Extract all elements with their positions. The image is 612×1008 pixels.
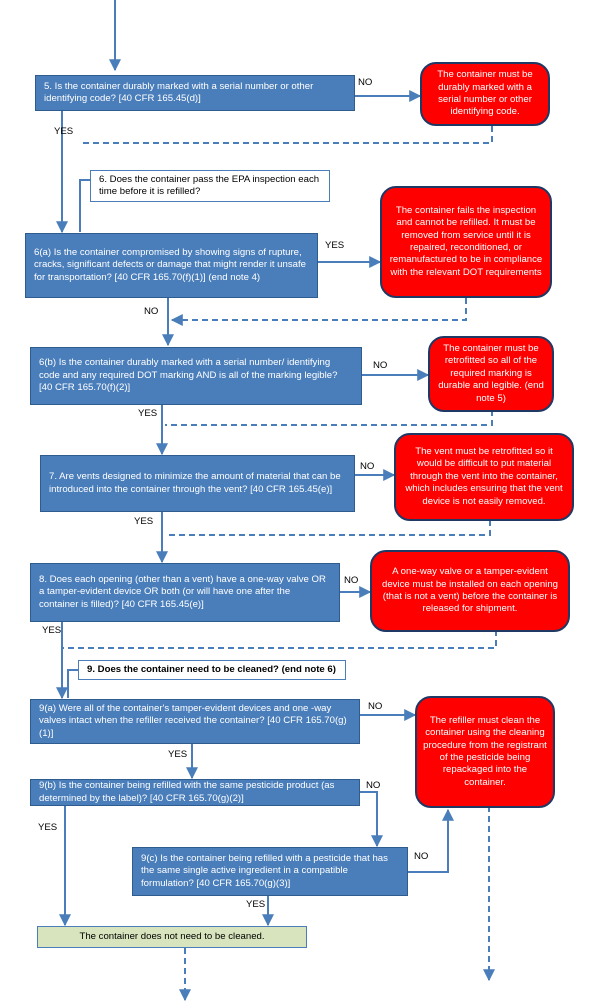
connector: [68, 670, 78, 698]
connector: [165, 410, 492, 425]
question-6b-box: 6(b) Is the container durably marked with a serial number/ identifying code and any required DOT marking AND is all of the marking legible? [40 CFR 165.70(f)(2)]: [30, 347, 362, 405]
connector: [80, 180, 90, 232]
label-no-6a: NO: [144, 306, 159, 317]
action-6b-box: The container must be retrofitted so all of the required marking is durable and legible. (end note 5): [428, 336, 554, 412]
question-9c-box: 9(c) Is the container being refilled with a pesticide that has the same single active ingredient in a compatible formulation? [40 CFR 165.70(g)(3)]: [132, 847, 408, 896]
label-yes-9c: YES: [246, 899, 266, 910]
label-yes-9b: YES: [38, 822, 58, 833]
label-no-8: NO: [344, 575, 359, 586]
connector: [172, 298, 466, 320]
connector: [80, 126, 492, 143]
label-yes-7: YES: [134, 516, 154, 527]
label-yes-6b: YES: [138, 408, 158, 419]
label-no-7: NO: [360, 461, 375, 472]
question-6a-box: 6(a) Is the container compromised by showing signs of rupture, cracks, significant defects or damage that might render it unsafe for transportation? [40 CFR 165.70(f)(1)] (end note 4): [25, 233, 318, 298]
label-no-5: NO: [358, 77, 373, 88]
question-6-box: 6. Does the container pass the EPA inspection each time before it is refilled?: [90, 170, 330, 202]
question-5-box: 5. Is the container durably marked with a serial number or other identifying code? [40 CFR 165.45(d)]: [35, 75, 355, 111]
label-no-9c: NO: [414, 851, 429, 862]
label-yes-8: YES: [42, 625, 62, 636]
connector: [360, 792, 377, 846]
action-7-box: The vent must be retrofitted so it would be difficult to put material through the vent into the container, which includes ensuring that the vent device is not easily removed.: [394, 433, 574, 521]
question-9a-box: 9(a) Were all of the container's tamper-evident devices and one -way valves intact when the refiller received the container? [40 CFR 165.70(g)(1)]: [30, 699, 360, 744]
action-9-box: The refiller must clean the container using the cleaning procedure from the registrant of the pesticide being repackaged into the container.: [415, 696, 555, 808]
connector: [408, 810, 448, 872]
label-yes-9a: YES: [168, 749, 188, 760]
connector: [62, 630, 496, 648]
label-no-9a: NO: [368, 701, 383, 712]
connector: [165, 520, 490, 535]
question-9b-box: 9(b) Is the container being refilled with the same pesticide product (as determined by the label)? [40 CFR 165.70(g)(2)]: [30, 779, 360, 806]
no-cleaning-box: The container does not need to be cleaned.: [37, 926, 307, 948]
label-yes-5: YES: [54, 126, 74, 137]
action-5-box: The container must be durably marked with a serial number or other identifying code.: [420, 62, 550, 126]
label-yes-6a: YES: [325, 240, 345, 251]
question-9-box: 9. Does the container need to be cleaned? (end note 6): [78, 660, 346, 680]
action-8-box: A one-way valve or a tamper-evident device must be installed on each opening (that is not a vent) before the container is released for shipment.: [370, 550, 570, 632]
action-6a-box: The container fails the inspection and cannot be refilled. It must be removed from service until it is repaired, reconditioned, or remanufactured to be in compliance with the relevant DOT requirements: [380, 186, 552, 298]
question-8-box: 8. Does each opening (other than a vent) have a one-way valve OR a tamper-evident device OR both (or will have one after the container is filled)? [40 CFR 165.45(e)]: [30, 563, 340, 622]
question-7-box: 7. Are vents designed to minimize the amount of material that can be introduced into the container through the vent? [40 CFR 165.45(e)]: [40, 455, 355, 512]
label-no-6b: NO: [373, 360, 388, 371]
label-no-9b: NO: [366, 780, 381, 791]
